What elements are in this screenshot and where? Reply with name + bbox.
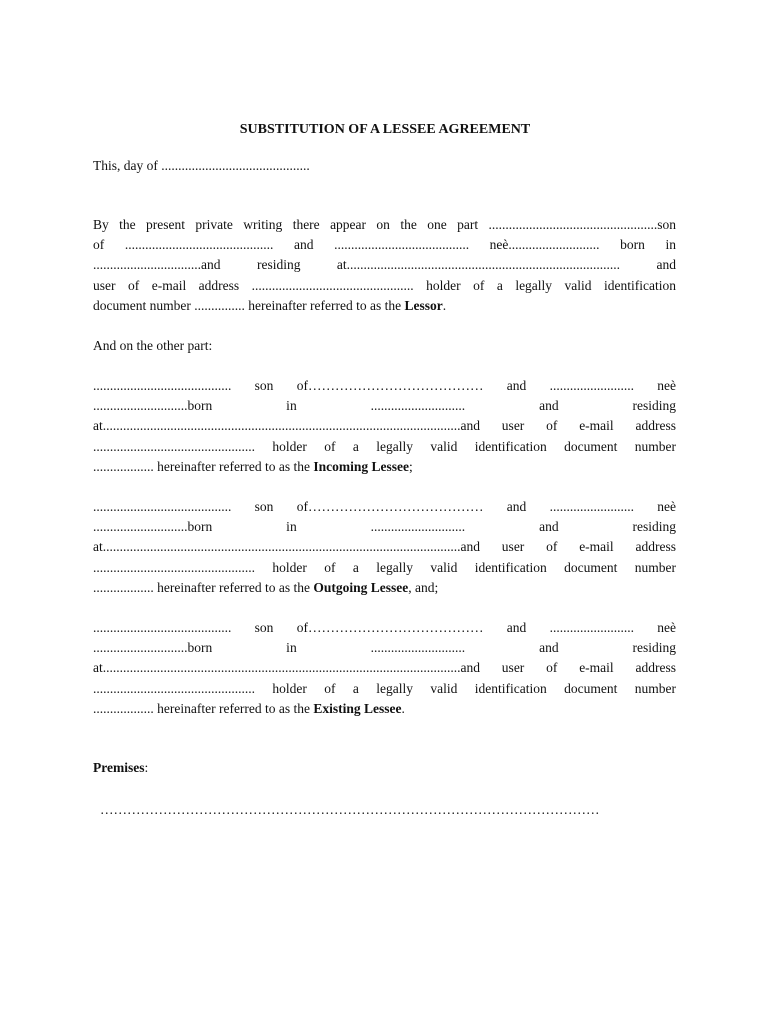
outgoing-line-2: ............................born in ............................ and residing [93, 519, 676, 535]
existing-line-4: ................................................ holder of a legally valid identification document number [93, 680, 676, 696]
incoming-line-2: ............................born in ............................ and residing [93, 398, 676, 414]
lessor-line-5-end: . [442, 297, 447, 313]
premises-label: Premises [93, 760, 145, 775]
date-line-text: This, day of ............................................ [93, 158, 310, 173]
outgoing-line-3: at..........................................................................................................and user of e-mail address [93, 539, 676, 555]
existing-lessee-term: Existing Lessee [313, 700, 402, 716]
premises-heading-line [93, 758, 676, 778]
existing-line-5-text: .................. hereinafter referred to as the [93, 700, 314, 716]
date-line [93, 156, 676, 176]
incoming-line-5-end: ; [409, 458, 413, 474]
lessor-line-2: of ............................................ and ........................................ neè........................... born in [93, 237, 676, 253]
outgoing-line-1: ......................................... son of………………………………… and ......................... neè [93, 499, 676, 514]
lessor-term: Lessor [404, 297, 443, 313]
incoming-line-1: ......................................... son of………………………………… and ......................... neè [93, 378, 676, 393]
incoming-lessee-term: Incoming Lessee [313, 458, 410, 474]
existing-line-1: ......................................... son of………………………………… and ......................... neè [93, 620, 676, 635]
lessor-line-5-text: document number ............... hereinafter referred to as the [93, 297, 405, 313]
outgoing-lessee-term: Outgoing Lessee [313, 579, 409, 595]
existing-line-2: ............................born in ............................ and residing [93, 640, 676, 656]
existing-line-3: at..........................................................................................................and user of e-mail address [93, 660, 676, 676]
lessor-line-3: ................................and residing at................................................................................. and [93, 257, 676, 273]
document-title: SUBSTITUTION OF A LESSEE AGREEMENT [239, 122, 531, 137]
incoming-line-5 [93, 457, 676, 477]
incoming-line-5-text: .................. hereinafter referred to as the [93, 458, 314, 474]
incoming-line-4: ................................................ holder of a legally valid identification document number [93, 438, 676, 454]
existing-lessee-paragraph [93, 618, 676, 719]
outgoing-line-4: ................................................ holder of a legally valid identification document number [93, 559, 676, 575]
other-part-text: And on the other part: [93, 338, 213, 353]
existing-line-5 [93, 699, 676, 719]
outgoing-line-5-end: , and; [408, 579, 439, 595]
premises-fill-line: ………………………………………………………………………………………………… [100, 802, 600, 817]
incoming-line-3: at..........................................................................................................and user of e-mail address [93, 418, 676, 434]
incoming-lessee-paragraph [93, 376, 676, 477]
other-part-line [93, 336, 676, 356]
outgoing-line-5-text: .................. hereinafter referred to as the [93, 579, 314, 595]
premises-heading [93, 758, 676, 778]
lessor-line-1: By the present private writing there appear on the one part ..................................................son [93, 217, 676, 232]
lessor-line-5 [93, 296, 676, 316]
outgoing-line-5 [93, 578, 676, 598]
premises-colon: : [144, 760, 149, 775]
lessor-line-4: user of e-mail address ................................................ holder of a legally valid identification [93, 277, 676, 293]
lessor-paragraph [93, 215, 676, 316]
outgoing-lessee-paragraph [93, 497, 676, 598]
existing-line-5-end: . [401, 700, 405, 716]
